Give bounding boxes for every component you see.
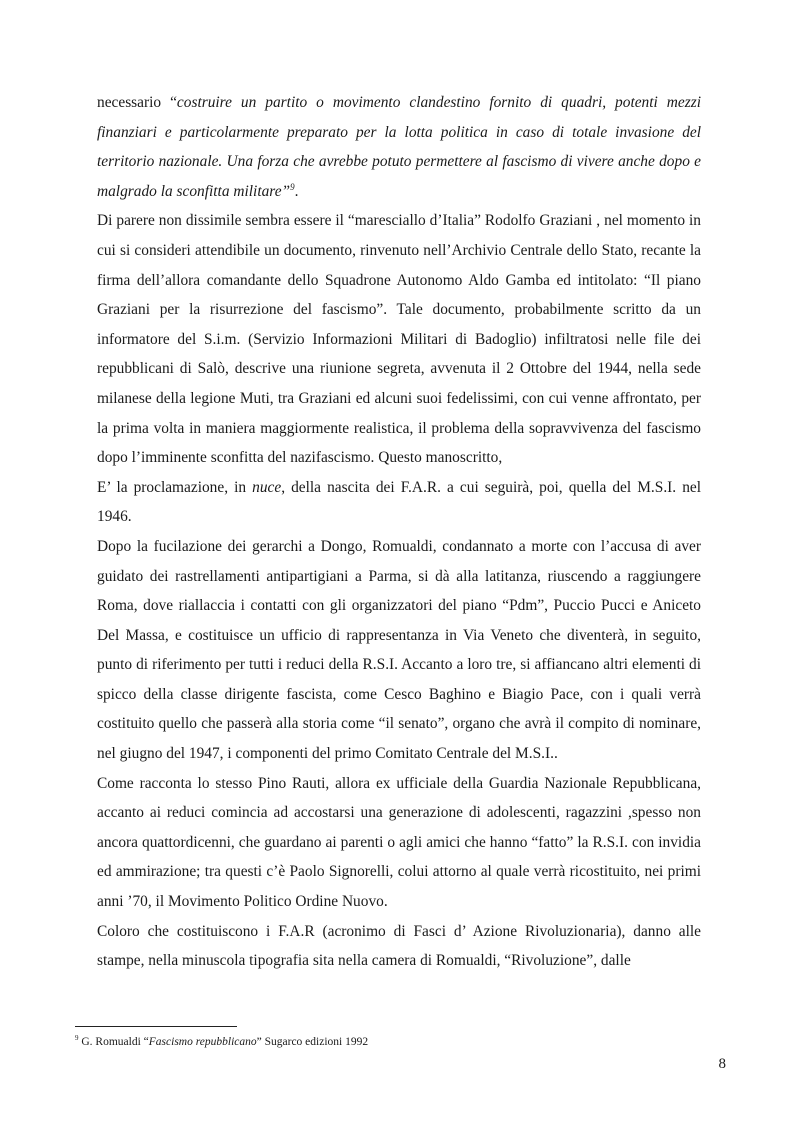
quotation-close: ”	[281, 182, 291, 200]
paragraph-0-lead: necessario “	[97, 94, 177, 111]
footnote-author: G. Romualdi “	[78, 1035, 149, 1048]
paragraph-2-lead: E’ la proclamazione, in	[97, 478, 253, 496]
paragraph-2-rest: , della nascita dei F.A.R. a cui seguirà, poi, quella del M.S.I. nel 1946.	[97, 478, 701, 526]
footnote	[75, 1030, 715, 1050]
italic-term: nuce	[252, 478, 282, 496]
footnote-publisher: ” Sugarco edizioni 1992	[256, 1035, 369, 1048]
footnote-title: Fascismo repubblicano	[148, 1035, 257, 1048]
paragraph-5: Coloro che costituiscono i F.A.R (acronimo di Fasci d’ Azione Rivoluzionaria), danno alle stampe, nella minuscola tipografia sita nella camera di Romualdi, “Rivoluzione”, dalle	[97, 922, 701, 970]
body-text	[97, 88, 701, 976]
quotation: costruire un partito o movimento clandestino fornito di quadri, potenti mezzi finanziari e particolarmente preparato per la lotta politica in caso di totale invasione del territorio nazionale. Una forza che avrebbe potuto permettere al fascismo di vivere anche dopo e malgrado la sconfitta militare	[97, 94, 701, 200]
page-number: 8	[718, 1056, 726, 1072]
paragraph-3: Dopo la fucilazione dei gerarchi a Dongo, Romualdi, condannato a morte con l’accusa di aver guidato dei rastrellamenti antipartigiani a Parma, si dà alla latitanza, riuscendo a raggiungere Roma, dove riallaccia i contatti con gli organizzatori del piano “Pdm”, Puccio Pucci e Aniceto Del Massa, e costituisce un ufficio di rappresentanza in Via Veneto che diventerà, in seguito, punto di riferimento per tutti i reduci della R.S.I. Accanto a loro tre, si affiancano altri elementi di spicco della classe dirigente fascista, come Cesco Baghino e Biagio Pace, con i quali verrà costituito quello che passerà alla storia come “il senato”, organo che avrà il compito di nominare, nel giugno del 1947, i componenti del primo Comitato Centrale del M.S.I..	[97, 537, 701, 763]
footnote-divider	[75, 1026, 237, 1027]
paragraph-2	[97, 473, 701, 532]
footnote-number: 9	[75, 1034, 79, 1042]
paragraph-0	[97, 88, 701, 206]
footnote-reference: 9	[290, 181, 295, 192]
paragraph-1: Di parere non dissimile sembra essere il “maresciallo d’Italia” Rodolfo Graziani , nel momento in cui si consideri attendibile un documento, rinvenuto nell’Archivio Centrale dello Stato, recante la firma dell’allora comandante dello Squadrone Autonomo Aldo Gamba ed intitolato: “Il piano Graziani per la risurrezione del fascismo”. Tale documento, probabilmente scritto da un informatore del S.i.m. (Servizio Informazioni Militari di Badoglio) infiltratosi nelle file dei repubblicani di Salò, descrive una riunione segreta, avvenuta il 2 Ottobre del 1944, nella sede milanese della legione Muti, tra Graziani ed alcuni suoi fedelissimi, con cui venne affrontato, per la prima volta in maniera maggiormente realistica, il problema della sopravvivenza del fascismo dopo l’imminente sconfitta del nazifascismo. Questo manoscritto,	[97, 212, 701, 467]
paragraph-0-end: .	[294, 182, 299, 200]
paragraph-4: Come racconta lo stesso Pino Rauti, allora ex ufficiale della Guardia Nazionale Repubblicana, accanto ai reduci comincia ad accostarsi una generazione di adolescenti, ragazzini ,spesso non ancora quattordicenni, che guardano ai parenti o agli amici che hanno “fatto” la R.S.I. con invidia ed ammirazione; tra questi c’è Paolo Signorelli, colui attorno al quale verrà ricostituito, nei primi anni ’70, il Movimento Politico Ordine Nuovo.	[97, 774, 701, 911]
